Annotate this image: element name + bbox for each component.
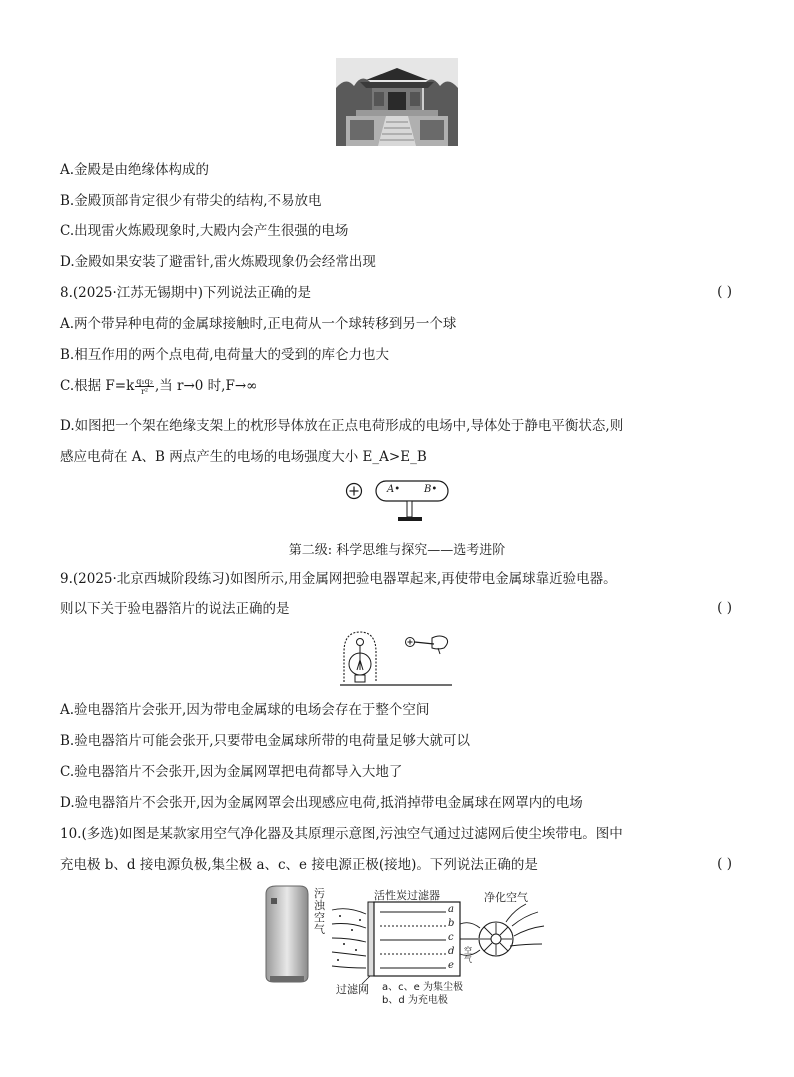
plate-b-label: b — [448, 918, 455, 929]
plate-c-label: c — [448, 932, 454, 943]
q9-stem-line1: 9.(2025·北京西城阶段练习)如图所示,用金属网把验电器罩起来,再使带电金属球靠近验电器。 — [60, 571, 617, 587]
q8-option-c — [60, 377, 257, 396]
point-b-label: B• — [424, 484, 438, 495]
insulating-rod — [415, 642, 435, 644]
insulating-stand — [407, 501, 412, 517]
q8-option-c-prefix: C.根据 F=k — [60, 378, 135, 394]
q7-option-c: C.出现雷火炼殿现象时,大殿内会产生很强的电场 — [60, 223, 349, 239]
temple-photo — [336, 58, 458, 146]
electroscope-diagram — [340, 630, 456, 690]
electroscope-ball — [357, 639, 364, 646]
q9-option-a: A.验电器箔片会张开,因为带电金属球的电场会存在于整个空间 — [60, 702, 430, 718]
fraction-numerator: q₁q₂ — [136, 377, 153, 386]
point-a-label: A• — [387, 484, 401, 495]
q10-answer-paren: ( ) — [717, 856, 732, 872]
charger-note: b、d 为充电极 — [382, 995, 448, 1006]
section-title: 第二级: 科学思维与探究——选考进阶 — [288, 543, 506, 558]
q9-option-c: C.验电器箔片不会张开,因为金属网罩把电荷都导入大地了 — [60, 764, 403, 780]
collector-note: a、c、e 为集尘极 — [382, 982, 463, 993]
plate-a-label: a — [448, 904, 454, 915]
clean-air-label: 净化空气 — [484, 891, 528, 904]
q9-option-b: B.验电器箔片可能会张开,只要带电金属球所带的电荷量足够大就可以 — [60, 733, 471, 749]
q8-stem: 8.(2025·江苏无锡期中)下列说法正确的是 — [60, 285, 312, 301]
q10-stem-line1: 10.(多选)如图是某款家用空气净化器及其原理示意图,污浊空气通过过滤网后使尘埃带电。图中 — [60, 826, 623, 842]
q8-answer-paren: ( ) — [717, 284, 732, 300]
dirty-air-label: 污浊空气 — [314, 887, 325, 936]
q8-figure — [342, 479, 452, 525]
q8-option-a: A.两个带异种电荷的金属球接触时,正电荷从一个球转移到另一个球 — [60, 316, 457, 332]
q10-stem-line2: 充电极 b、d 接电源负极,集尘极 a、c、e 接电源正极(接地)。下列说法正确的是 — [60, 857, 538, 873]
coulomb-fraction — [135, 377, 154, 396]
q9-stem-line2: 则以下关于验电器箔片的说法正确的是 — [60, 601, 290, 617]
q9-option-d: D.验电器箔片不会张开,因为金属网罩会出现感应电荷,抵消掉带电金属球在网罩内的电场 — [60, 795, 583, 811]
stand-base — [398, 517, 422, 521]
q9-answer-paren: ( ) — [717, 600, 732, 616]
q8-option-c-suffix: ,当 r→0 时,F→∞ — [154, 378, 258, 394]
q8-option-d-line1: D.如图把一个架在绝缘支架上的枕形导体放在正点电荷形成的电场中,导体处于静电平衡状态,则 — [60, 418, 624, 434]
carbon-filter-label: 活性炭过滤器 — [374, 889, 440, 902]
q8-option-b: B.相互作用的两个点电荷,电荷量大的受到的库仑力也大 — [60, 347, 390, 363]
fraction-denominator: r² — [141, 387, 149, 396]
plate-d-label: d — [448, 946, 455, 957]
filter-net-label: 过滤网 — [336, 983, 369, 996]
filter-net — [368, 902, 374, 976]
q7-option-b: B.金殿顶部肯定很少有带尖的结构,不易放电 — [60, 193, 322, 209]
q7-option-d: D.金殿如果安装了避雷针,雷火炼殿现象仍会经常出现 — [60, 254, 376, 270]
air-purifier-figure — [262, 884, 562, 1004]
q8-option-d-line2: 感应电荷在 A、B 两点产生的电场的电场强度大小 E_A>E_B — [60, 449, 427, 465]
air-label: 空气 — [464, 946, 472, 964]
plate-e-label: e — [448, 960, 454, 971]
hand-icon — [432, 636, 448, 649]
q7-option-a: A.金殿是由绝缘体构成的 — [60, 162, 210, 178]
